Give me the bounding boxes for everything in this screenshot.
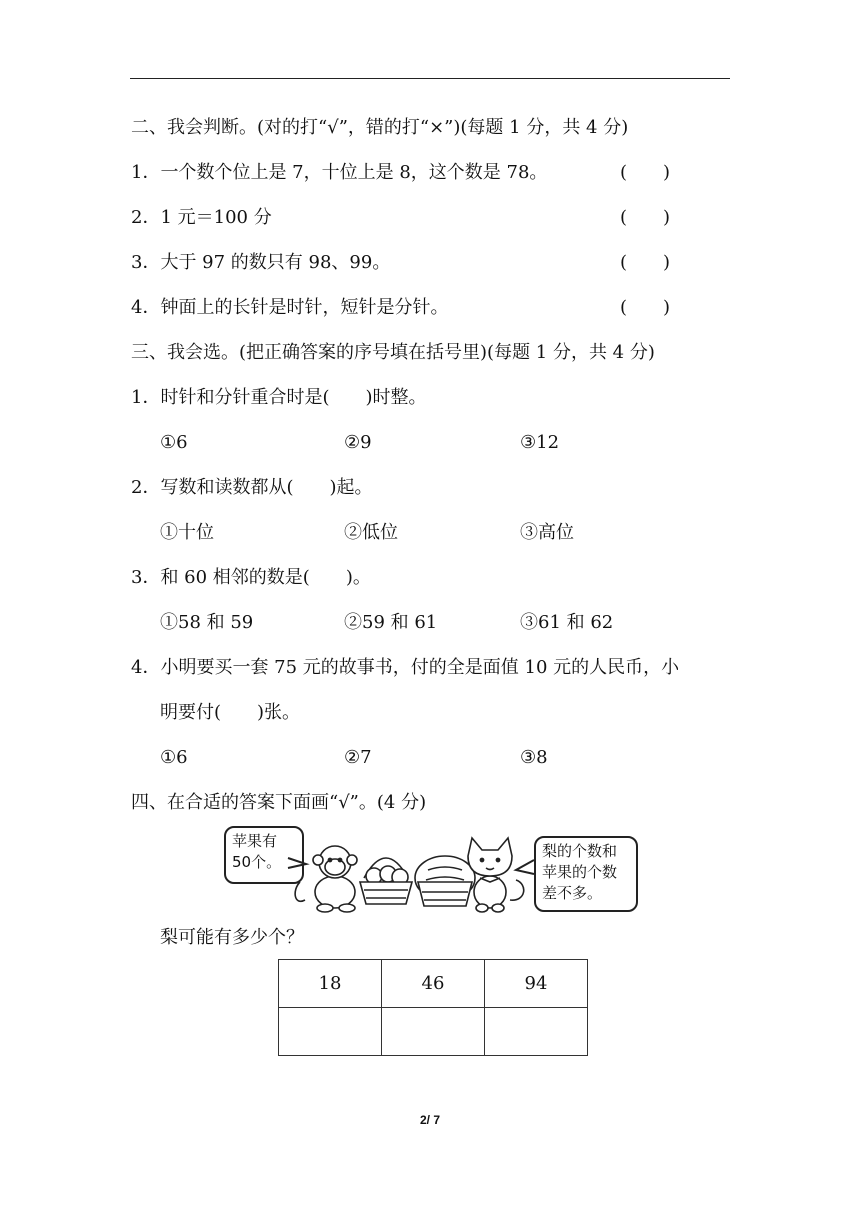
section2-heading: 二、我会判断。(对的打“√”，错的打“×”)(每题 1 分，共 4 分) [131, 117, 629, 138]
cat-speech-line-1: 梨的个数和 [542, 842, 618, 860]
section4-heading: 四、在合适的答案下面画“√”。(4 分) [131, 792, 427, 813]
choice-4-option-c: ③8 [520, 747, 548, 768]
page-number: 2/ 7 [419, 1113, 440, 1127]
monkey-speech-line-1: 苹果有 [232, 832, 278, 850]
choice-item-1: 1．时针和分针重合时是( )时整。 [131, 387, 427, 408]
choice-item-2: 2．写数和读数都从( )起。 [131, 477, 373, 498]
judge-item-3: 3．大于 97 的数只有 98、99。 [131, 252, 391, 273]
apple-basket-icon [360, 858, 412, 904]
choice-2-option-a: ①十位 [160, 522, 214, 543]
table-cell-46: 46 [382, 960, 485, 1008]
top-rule [130, 78, 730, 79]
tick-cell-3[interactable] [485, 1008, 588, 1056]
pear-basket-icon [415, 856, 475, 906]
choice-item-3: 3．和 60 相邻的数是( )。 [131, 567, 371, 588]
cat-icon [468, 838, 524, 912]
tick-cell-1[interactable] [279, 1008, 382, 1056]
choice-1-option-a: ①6 [160, 432, 188, 453]
choice-2-option-b: ②低位 [344, 522, 398, 543]
table-cell-18: 18 [279, 960, 382, 1008]
choice-1-option-c: ③12 [520, 432, 560, 453]
table-cell-94: 94 [485, 960, 588, 1008]
choice-item-4-cont: 明要付( )张。 [160, 702, 301, 723]
cat-speech-line-3: 差不多。 [542, 884, 603, 902]
cat-speech-line-2: 苹果的个数 [542, 863, 618, 881]
choice-3-option-b: ②59 和 61 [344, 612, 438, 633]
tick-cell-2[interactable] [382, 1008, 485, 1056]
judge-item-1: 1．一个数个位上是 7，十位上是 8，这个数是 78。 [131, 162, 548, 183]
judge-answer-4[interactable]: ( ) [620, 297, 671, 318]
choice-3-option-c: ③61 和 62 [520, 612, 614, 633]
table-row [279, 960, 588, 1008]
pear-question: 梨可能有多少个？ [160, 927, 304, 948]
choice-2-option-c: ③高位 [520, 522, 574, 543]
table-row [279, 1008, 588, 1056]
choice-3-option-a: ①58 和 59 [160, 612, 254, 633]
judge-item-2: 2．1 元＝100 分 [131, 207, 272, 228]
judge-answer-2[interactable]: ( ) [620, 207, 671, 228]
choice-4-option-a: ①6 [160, 747, 188, 768]
right-bubble-tail [516, 860, 534, 874]
section3-heading: 三、我会选。(把正确答案的序号填在括号里)(每题 1 分，共 4 分) [131, 342, 655, 363]
answer-table [278, 959, 588, 1056]
monkey-speech-line-2: 50个。 [232, 853, 282, 871]
choice-item-4: 4．小明要买一套 75 元的故事书，付的全是面值 10 元的人民币，小 [131, 657, 680, 678]
choice-1-option-b: ②9 [344, 432, 372, 453]
choice-4-option-b: ②7 [344, 747, 372, 768]
judge-answer-1[interactable]: ( ) [620, 162, 671, 183]
monkey-icon [295, 846, 357, 912]
left-bubble-tail [288, 858, 306, 868]
judge-answer-3[interactable]: ( ) [620, 252, 671, 273]
cat-speech-bubble [534, 836, 638, 912]
judge-item-4: 4．钟面上的长针是时针，短针是分针。 [131, 297, 449, 318]
